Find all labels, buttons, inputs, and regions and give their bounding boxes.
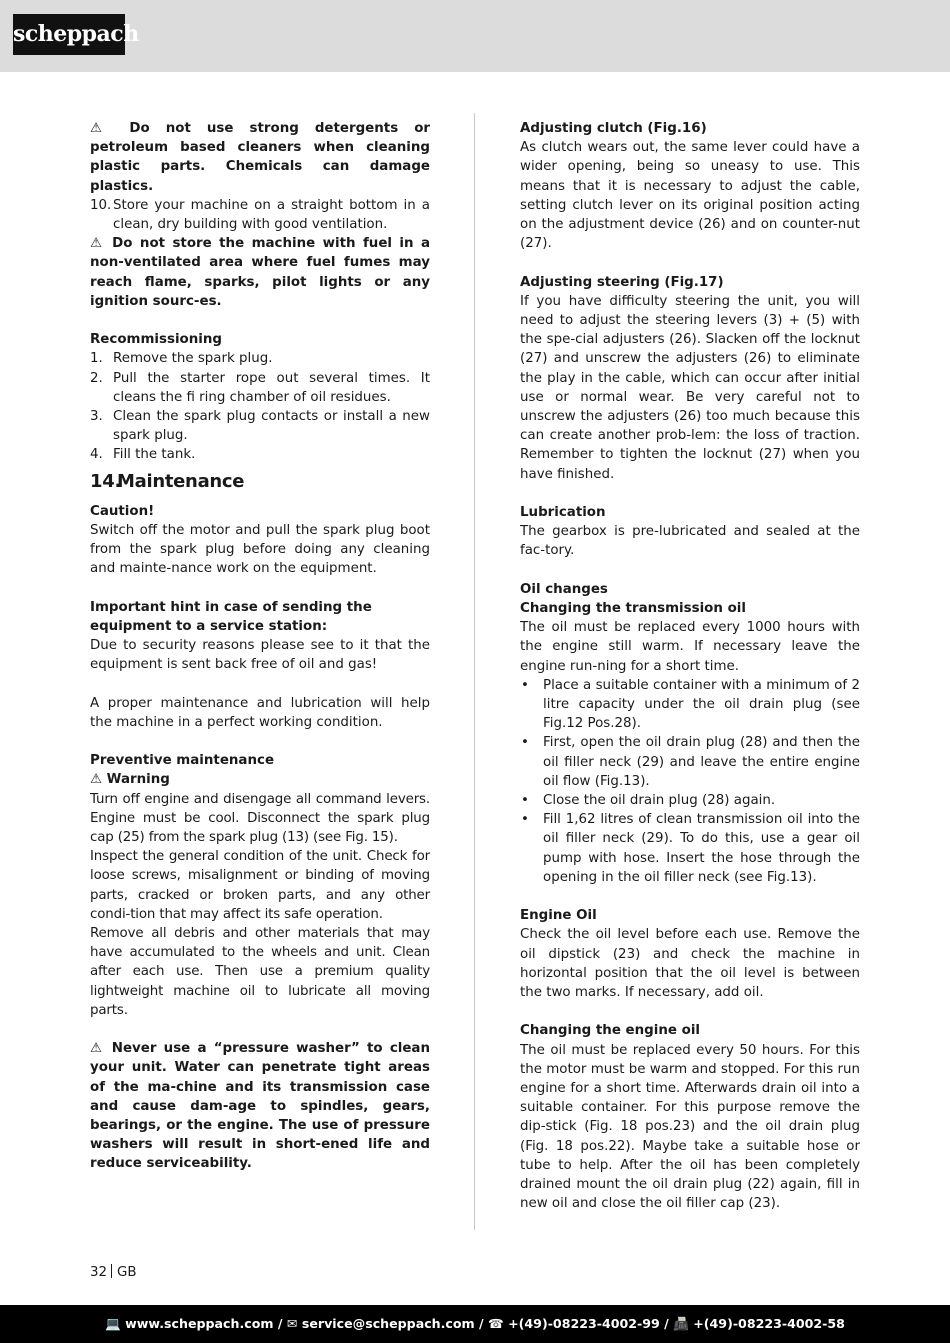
list-text: Place a suitable container with a minimum of 2 litre capacity under the oil drain plug (see Fig.12 Pos.28). (543, 677, 860, 732)
list-text: Remove the spark plug. (113, 351, 273, 367)
engine-oil-text: Check the oil level before each use. Remove the oil dipstick (23) and check the machine in horizontal position that the oil level is between the two marks. If necessary, add oil. (520, 927, 860, 1001)
list-item (520, 810, 860, 887)
list-item (90, 369, 430, 407)
lubrication-text: The gearbox is pre-lubricated and sealed at the fac-tory. (520, 524, 860, 559)
footer-fax: +(49)-08223-4002-58 (693, 1316, 845, 1331)
warning-pressure-washer: ⚠ Never use a “pressure washer” to clean your unit. Water can penetrate tight areas of the ma-chine and its transmission case and cause dam-age to spindles, gears, bearings, or the engine. The use of pressure washers will result in short-ened life and reduce serviceability. (90, 1041, 430, 1172)
right-column (520, 119, 860, 1214)
phone-icon: ☎ (488, 1316, 504, 1331)
footer-bar (0, 1305, 950, 1343)
engine-oil-heading: Engine Oil (520, 908, 597, 924)
list-number: 4. (90, 447, 103, 463)
preventive-text: Turn off engine and disengage all command levers. Engine must be cool. Disconnect the spark plug cap (25) from the spark plug (13) (see Fig. 15). (90, 791, 430, 846)
list-number: 1. (90, 351, 103, 367)
footer-phone: +(49)-08223-4002-99 / (508, 1316, 669, 1331)
debris-text: Remove all debris and other materials that may have accumulated to the wheels and unit. Clean after each use. Then use a premium quality lightweight machine oil to lubricate all moving parts. (90, 926, 430, 1018)
list-text: Store your machine on a straight bottom in a clean, dry building with good ventilation. (113, 197, 430, 233)
section-title: Maintenance (117, 470, 245, 492)
list-text: Pull the starter rope out several times. It cleans the fi ring chamber of oil residues. (113, 370, 430, 405)
warning-detergents: ⚠ Do not use strong detergents or petroleum based cleaners when cleaning plastic parts. Chemicals can damage plastics. (90, 121, 430, 194)
recommissioning-list (90, 349, 430, 464)
list-number: 2. (90, 370, 103, 386)
list-item (90, 445, 430, 464)
list-item (520, 676, 860, 734)
caution-heading: Caution! (90, 503, 155, 519)
mail-icon: ✉ (286, 1316, 298, 1331)
list-text: Fill 1,62 litres of clean transmission oil into the oil filler neck (29). To do this, use a gear oil pump with hose. Insert the hose through the opening in the oil filler neck (see Fig.13). (543, 812, 860, 885)
footer-email-link[interactable]: service@scheppach.com / (301, 1316, 484, 1331)
bullet: • (521, 793, 529, 809)
hint-heading: Important hint in case of sending the equipment to a service station: (90, 599, 372, 634)
preventive-heading: Preventive maintenance (90, 753, 275, 769)
page-number-value: 32 (90, 1265, 108, 1280)
list-item (90, 407, 430, 445)
footer-website-link[interactable]: www.scheppach.com / (125, 1316, 283, 1331)
hint-text: Due to security reasons please see to it that the equipment is sent back free of oil and gas! (90, 638, 430, 673)
page-number (90, 1264, 137, 1282)
list-item (520, 733, 860, 791)
fax-icon: 📠 (673, 1316, 689, 1331)
list-number: 10. (90, 197, 112, 213)
page-separator (111, 1264, 112, 1278)
section-heading-maintenance (90, 471, 430, 493)
change-engine-oil-heading: Changing the engine oil (520, 1023, 701, 1039)
oil-changes-heading: Oil changes (520, 581, 608, 597)
list-number: 3. (90, 409, 103, 425)
column-divider (474, 113, 475, 1230)
warning-fuel-storage: ⚠ Do not store the machine with fuel in a non-ventilated area where fuel fumes may reach flame, sparks, pilot lights or any ignition sourc-es. (90, 236, 430, 309)
bullet: • (521, 812, 529, 828)
transmission-oil-heading: Changing the transmission oil (520, 601, 746, 617)
clutch-text: As clutch wears out, the same lever could have a wider opening, being so uneasy to use. This means that it is necessary to adjust the cable, setting clutch lever on its original position acting on the adjustment device (26) and on counter-nut (27). (520, 140, 860, 252)
list-text: First, open the oil drain plug (28) and then the oil filler neck (29) and leave the entire engine oil flow (Fig.13). (543, 735, 860, 789)
bullet: • (521, 677, 529, 693)
list-text: Clean the spark plug contacts or install a new spark plug. (113, 409, 430, 444)
header-bar (0, 0, 950, 72)
transmission-steps-list (520, 676, 860, 887)
list-item (520, 791, 860, 810)
list-text: Close the oil drain plug (28) again. (543, 793, 776, 809)
list-item (90, 349, 430, 368)
transmission-oil-text: The oil must be replaced every 1000 hours with the engine still warm. If necessary leave the engine run-ning for a short time. (520, 620, 860, 674)
list-item (90, 196, 430, 234)
left-column (90, 119, 430, 1174)
clutch-heading: Adjusting clutch (Fig.16) (520, 121, 707, 136)
scheppach-logo: scheppach (13, 14, 125, 55)
list-text: Fill the tank. (113, 447, 196, 463)
storage-list (90, 196, 430, 234)
steering-text: If you have difficulty steering the unit, you will need to adjust the steering levers (3) + (5) with the spe-cial adjusters (26). Slacken off the locknut (27) and unscrew the adjusters (26) to eliminate the play in the cable, which can occur after initial use or normal wear. Be very careful not to unscrew the adjusters (26) too much because this can create another prob-lem: the loss of traction. Remember to tighten the locknut (27) when you have finished. (520, 293, 860, 482)
recommissioning-heading: Recommissioning (90, 332, 222, 348)
inspect-text: Inspect the general condition of the unit. Check for loose screws, misalignment or binding of moving parts, cracked or broken parts, and any other condi-tion that may affect its safe operation. (90, 849, 430, 922)
change-engine-oil-text: The oil must be replaced every 50 hours. For this the motor must be warm and stopped. For this run engine for a short time. Afterwards drain oil into a suitable container. For this purpose remove the dip-stick (Fig. 18 pos.23) and the oil drain plug (Fig. 18 pos.22). Maybe take a suitable hose or tube to help. After the oil has been completely drained mount the oil drain plug (22) again, fill in new oil and close the oil filler cap (23). (520, 1042, 860, 1212)
computer-icon: 💻 (105, 1316, 121, 1331)
bullet: • (521, 735, 529, 751)
steering-heading: Adjusting steering (Fig.17) (520, 274, 724, 290)
maintenance-intro: A proper maintenance and lubrication will help the machine in a perfect working condition. (90, 695, 430, 730)
section-number: 14. (90, 470, 121, 492)
caution-text: Switch off the motor and pull the spark plug boot from the spark plug before doing any cleaning and mainte-nance work on the equipment. (90, 522, 430, 577)
lubrication-heading: Lubrication (520, 505, 606, 521)
warning-label: ⚠ Warning (90, 772, 170, 788)
page-language: GB (117, 1265, 137, 1280)
